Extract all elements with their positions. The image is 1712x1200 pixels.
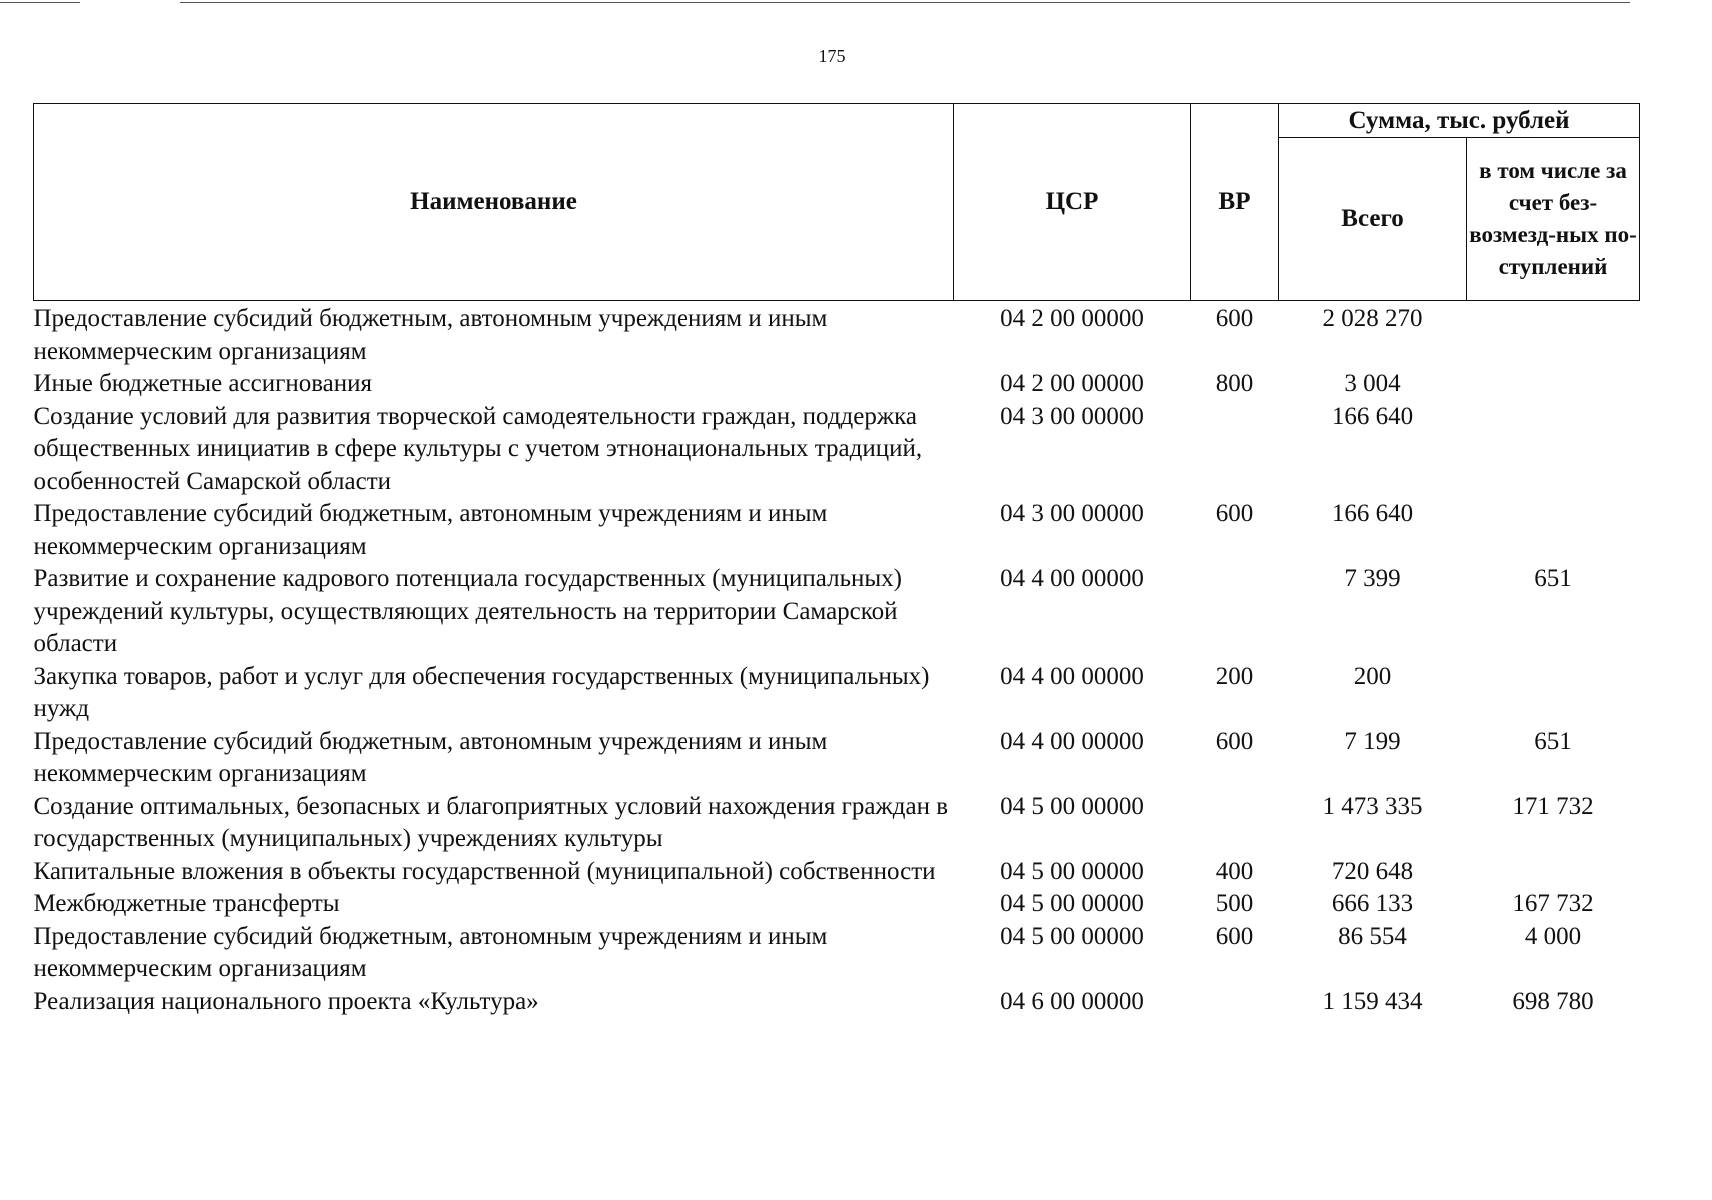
header-vr: ВР [1191,104,1279,301]
row-csr: 04 5 00 00000 [1000,792,1144,820]
row-vr: 500 [1215,890,1254,917]
row-name: Предоставление субсидий бюджетным, автономным учреждениям и иным некоммерческим организациям [33,727,828,787]
table-row [34,888,1640,921]
row-name: Предоставление субсидий бюджетным, автономным учреждениям и иным некоммерческим организациям [33,500,828,560]
header-sum: Сумма, тыс. рублей [1279,104,1640,138]
table-row [34,301,1640,369]
row-vr: 800 [1215,370,1254,397]
row-free [1467,856,1640,889]
row-vr: 600 [1215,922,1254,950]
row-vr: 600 [1215,500,1254,527]
table-row [34,791,1640,856]
table-row [34,368,1640,401]
budget-table [33,103,1640,1018]
row-csr: 04 3 00 00000 [1000,402,1144,430]
row-free [1467,401,1640,499]
row-total: 2 028 270 [1322,305,1423,332]
row-name: Предоставление субсидий бюджетным, автономным учреждениям и иным некоммерческим организациям [33,305,828,365]
header-total: Всего [1279,138,1467,301]
row-name: Капитальные вложения в объекты государственной (муниципальной) собственности [33,857,936,885]
row-total: 1 159 434 [1322,987,1423,1015]
row-free: 167 732 [1512,890,1594,917]
table-row [34,986,1640,1019]
row-name: Межбюджетные трансферты [33,890,340,917]
table-header [34,104,1640,301]
row-vr [1191,986,1279,1019]
page-number: 175 [818,46,846,66]
row-name: Создание оптимальных, безопасных и благоприятных условий нахождения граждан в государственных (муниципальных) учреждениях культуры [33,792,949,852]
row-csr: 04 2 00 00000 [1000,370,1144,397]
row-csr: 04 4 00 00000 [1000,727,1144,755]
row-name: Создание условий для развития творческой самодеятельности граждан, поддержка общественных инициатив в сфере культуры с учетом этнонациональных традиций, особенностей Самарской области [33,402,923,495]
row-vr [1191,563,1279,661]
row-free [1467,661,1640,726]
row-vr [1191,791,1279,856]
table-body [34,301,1640,1019]
row-total: 1 473 335 [1322,792,1423,820]
row-csr: 04 5 00 00000 [1000,890,1144,917]
row-free: 4 000 [1524,922,1582,950]
row-total: 7 399 [1344,565,1401,592]
row-total: 200 [1353,662,1392,690]
row-vr: 600 [1215,727,1254,755]
row-csr: 04 5 00 00000 [1000,922,1144,950]
row-vr [1191,401,1279,499]
row-csr: 04 4 00 00000 [1000,565,1144,592]
table-row [34,856,1640,889]
row-csr: 04 2 00 00000 [1000,305,1144,332]
row-csr: 04 6 00 00000 [1000,987,1144,1015]
row-name: Иные бюджетные ассигнования [33,370,373,397]
row-free: 171 732 [1512,792,1594,820]
row-total: 86 554 [1338,922,1407,950]
row-total: 7 199 [1344,727,1401,755]
row-vr: 200 [1215,662,1254,690]
row-total: 3 004 [1344,370,1401,397]
table-row [34,498,1640,563]
row-name: Закупка товаров, работ и услуг для обеспечения государственных (муниципальных) нужд [33,662,930,722]
row-name: Предоставление субсидий бюджетным, автономным учреждениям и иным некоммерческим организациям [33,922,828,982]
row-csr: 04 3 00 00000 [1000,500,1144,527]
top-rule-main [180,2,1630,3]
row-name: Развитие и сохранение кадрового потенциала государственных (муниципальных) учреждений культуры, осуществляющих деятельность на территории Самарской области [33,565,903,657]
header-free: в том числе за счет без-возмезд-ных по-ступлений [1467,138,1640,301]
row-csr: 04 4 00 00000 [1000,662,1144,690]
header-csr: ЦСР [954,104,1191,301]
table-row [34,921,1640,986]
row-vr: 600 [1215,305,1254,332]
row-free: 698 780 [1512,987,1594,1015]
table-row [34,661,1640,726]
table-row [34,563,1640,661]
header-name: Наименование [34,104,954,301]
row-free [1467,368,1640,401]
row-free [1467,498,1640,563]
row-total: 166 640 [1331,402,1414,430]
row-name: Реализация национального проекта «Культура» [33,987,539,1015]
row-total: 166 640 [1331,500,1414,527]
top-rule-left [0,2,80,3]
table-row [34,726,1640,791]
row-total: 720 648 [1331,857,1414,885]
row-free: 651 [1534,727,1572,755]
table-row [34,401,1640,499]
row-csr: 04 5 00 00000 [1000,857,1144,885]
row-free [1467,301,1640,369]
row-vr: 400 [1215,857,1254,885]
row-total: 666 133 [1331,890,1414,917]
row-free: 651 [1534,565,1572,592]
